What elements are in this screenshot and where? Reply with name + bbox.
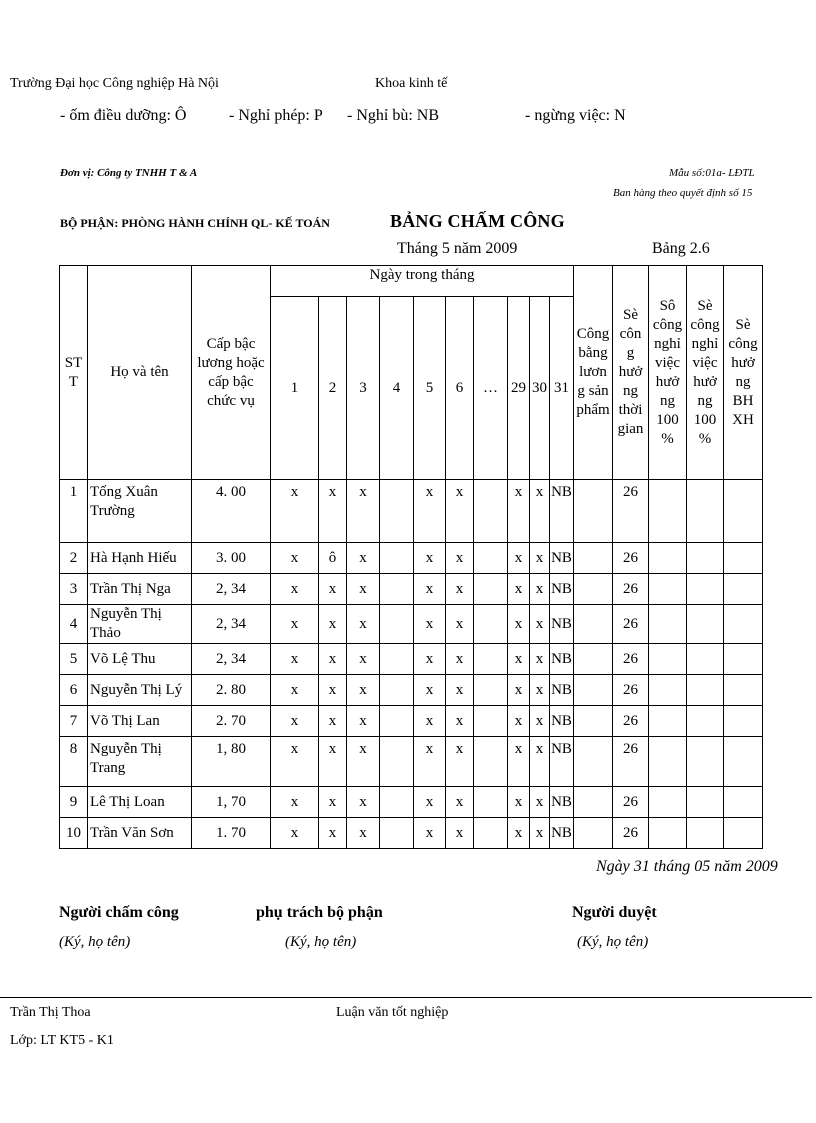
row-day-mark xyxy=(380,644,414,675)
row-stt: 7 xyxy=(60,706,88,737)
row-day-mark xyxy=(474,818,508,849)
row-paid-leave-2 xyxy=(687,480,724,543)
row-day-mark: x xyxy=(319,737,347,787)
row-day-mark: NB xyxy=(550,787,574,818)
row-paid-leave xyxy=(649,818,687,849)
row-day-mark: x xyxy=(271,706,319,737)
row-product-pay xyxy=(574,818,613,849)
row-product-pay xyxy=(574,675,613,706)
row-name: Võ Thị Lan xyxy=(88,706,192,737)
row-time-pay: 26 xyxy=(613,737,649,787)
header-stt xyxy=(60,266,88,480)
row-paid-leave-2 xyxy=(687,543,724,574)
row-paid-leave-2 xyxy=(687,737,724,787)
row-day-mark: NB xyxy=(550,818,574,849)
row-day-mark: x xyxy=(508,737,530,787)
row-day-mark: x xyxy=(347,737,380,787)
row-day-mark: NB xyxy=(550,574,574,605)
row-paid-leave xyxy=(649,605,687,644)
row-day-mark: x xyxy=(319,574,347,605)
row-day-mark: x xyxy=(271,818,319,849)
row-product-pay xyxy=(574,543,613,574)
date-line: Ngày 31 tháng 05 năm 2009 xyxy=(596,858,778,875)
day-col-31: 31 xyxy=(550,297,574,480)
day-col-1: 1 xyxy=(271,297,319,480)
row-day-mark: x xyxy=(414,706,446,737)
header-paid-leave-label: Sô công nghỉ việc hưởng 100% xyxy=(652,297,683,447)
table-row xyxy=(60,675,763,706)
day-col-ellipsis: … xyxy=(474,297,508,480)
form-number: Mẫu số:01a- LĐTL xyxy=(669,167,755,179)
header-days-in-month: Ngày trong tháng xyxy=(271,266,574,297)
row-name: Nguyễn Thị Lý xyxy=(88,675,192,706)
row-day-mark xyxy=(474,675,508,706)
row-day-mark: x xyxy=(508,787,530,818)
table-number: Bảng 2.6 xyxy=(652,240,710,257)
row-time-pay: 26 xyxy=(613,480,649,543)
row-paid-leave-2 xyxy=(687,644,724,675)
legend-leave: - Nghỉ phép: P xyxy=(229,107,323,124)
legend-stop-work: - ngừng việc: N xyxy=(525,107,626,124)
row-day-mark: x xyxy=(508,818,530,849)
row-day-mark xyxy=(380,480,414,543)
row-day-mark: x xyxy=(414,605,446,644)
table-row xyxy=(60,605,763,644)
footer-class: Lớp: LT KT5 - K1 xyxy=(10,1033,114,1048)
faculty-name: Khoa kinh tế xyxy=(375,76,448,91)
row-paid-leave-2 xyxy=(687,706,724,737)
row-day-mark xyxy=(474,480,508,543)
row-day-mark: NB xyxy=(550,706,574,737)
row-stt: 8 xyxy=(60,737,88,787)
row-time-pay: 26 xyxy=(613,706,649,737)
row-day-mark: x xyxy=(446,543,474,574)
row-stt: 3 xyxy=(60,574,88,605)
row-day-mark xyxy=(380,574,414,605)
row-day-mark: x xyxy=(414,480,446,543)
row-day-mark: x xyxy=(414,787,446,818)
row-day-mark: x xyxy=(446,605,474,644)
signature-approver-title: Người duyệt xyxy=(572,904,657,921)
row-day-mark: x xyxy=(319,644,347,675)
row-product-pay xyxy=(574,644,613,675)
table-row xyxy=(60,480,763,543)
row-day-mark: x xyxy=(446,644,474,675)
row-day-mark: x xyxy=(347,605,380,644)
row-day-mark: NB xyxy=(550,605,574,644)
row-day-mark: x xyxy=(508,605,530,644)
row-day-mark: x xyxy=(508,574,530,605)
row-day-mark: x xyxy=(530,480,550,543)
row-product-pay xyxy=(574,737,613,787)
row-time-pay: 26 xyxy=(613,543,649,574)
row-name: Nguyễn Thị Trang xyxy=(88,737,192,787)
row-day-mark: NB xyxy=(550,675,574,706)
row-day-mark: x xyxy=(508,675,530,706)
row-grade: 2, 34 xyxy=(192,605,271,644)
row-day-mark: x xyxy=(508,480,530,543)
row-paid-leave xyxy=(649,675,687,706)
row-paid-leave-2 xyxy=(687,818,724,849)
row-day-mark xyxy=(474,543,508,574)
row-day-mark: x xyxy=(271,480,319,543)
signature-timekeeper-note: (Ký, họ tên) xyxy=(59,934,131,950)
row-day-mark xyxy=(474,706,508,737)
row-stt: 5 xyxy=(60,644,88,675)
row-day-mark: x xyxy=(530,644,550,675)
row-day-mark: x xyxy=(414,543,446,574)
row-day-mark: x xyxy=(446,706,474,737)
signature-approver-note: (Ký, họ tên) xyxy=(577,934,649,950)
page-title: BẢNG CHẤM CÔNG xyxy=(390,211,565,231)
row-paid-leave-2 xyxy=(687,605,724,644)
row-day-mark: x xyxy=(319,706,347,737)
row-day-mark xyxy=(380,737,414,787)
day-col-2: 2 xyxy=(319,297,347,480)
row-day-mark xyxy=(380,787,414,818)
day-col-3: 3 xyxy=(347,297,380,480)
row-day-mark: x xyxy=(414,644,446,675)
header-paid-leave-2-label: Sè công nghỉ việc hưởng 100% xyxy=(690,297,720,447)
row-name: Lê Thị Loan xyxy=(88,787,192,818)
header-product-label: Công bằng lương sản phẩm xyxy=(576,326,610,418)
form-note: Ban hàng theo quyết định số 15 xyxy=(613,187,753,199)
row-day-mark: x xyxy=(414,675,446,706)
header-name: Họ và tên xyxy=(88,266,192,480)
row-day-mark: x xyxy=(271,737,319,787)
row-day-mark xyxy=(380,675,414,706)
row-day-mark: x xyxy=(414,818,446,849)
row-stt: 2 xyxy=(60,543,88,574)
timesheet-table xyxy=(59,265,763,849)
day-col-4: 4 xyxy=(380,297,414,480)
row-day-mark: x xyxy=(530,543,550,574)
row-grade: 1. 70 xyxy=(192,818,271,849)
row-day-mark xyxy=(474,737,508,787)
row-day-mark: x xyxy=(530,675,550,706)
row-grade: 2. 80 xyxy=(192,675,271,706)
row-day-mark: ô xyxy=(319,543,347,574)
row-social-insurance xyxy=(724,605,763,644)
row-day-mark: x xyxy=(347,675,380,706)
row-social-insurance xyxy=(724,644,763,675)
row-paid-leave xyxy=(649,787,687,818)
legend-sick: - ốm điều dưỡng: Ô xyxy=(60,107,187,124)
row-day-mark: x xyxy=(347,644,380,675)
period: Tháng 5 năm 2009 xyxy=(397,240,518,257)
row-day-mark: x xyxy=(530,737,550,787)
row-day-mark xyxy=(474,605,508,644)
row-grade: 4. 00 xyxy=(192,480,271,543)
row-product-pay xyxy=(574,706,613,737)
header-row-1 xyxy=(60,266,763,297)
row-day-mark: x xyxy=(508,644,530,675)
row-social-insurance xyxy=(724,543,763,574)
table-row xyxy=(60,787,763,818)
row-time-pay: 26 xyxy=(613,787,649,818)
row-product-pay xyxy=(574,480,613,543)
row-social-insurance xyxy=(724,737,763,787)
row-name: Tống Xuân Trường xyxy=(88,480,192,543)
table-row xyxy=(60,706,763,737)
row-day-mark: x xyxy=(446,675,474,706)
row-day-mark: x xyxy=(530,574,550,605)
department: BỘ PHẬN: PHÒNG HÀNH CHÍNH QL- KẾ TOÁN xyxy=(60,216,330,230)
row-name: Hà Hạnh Hiếu xyxy=(88,543,192,574)
row-day-mark: x xyxy=(319,480,347,543)
header-time-pay xyxy=(613,266,649,480)
header-stt-label: ST T xyxy=(64,354,83,390)
row-paid-leave xyxy=(649,543,687,574)
row-paid-leave xyxy=(649,644,687,675)
signature-head-title: phụ trách bộ phận xyxy=(256,904,383,921)
row-day-mark xyxy=(474,574,508,605)
row-day-mark: x xyxy=(347,706,380,737)
row-name: Trần Văn Sơn xyxy=(88,818,192,849)
header-grade xyxy=(192,266,271,480)
row-social-insurance xyxy=(724,706,763,737)
school-name: Trường Đại học Công nghiệp Hà Nội xyxy=(10,76,219,91)
day-col-6: 6 xyxy=(446,297,474,480)
row-time-pay: 26 xyxy=(613,574,649,605)
table-row xyxy=(60,543,763,574)
row-grade: 2, 34 xyxy=(192,574,271,605)
footer-thesis: Luận văn tốt nghiệp xyxy=(336,1005,449,1020)
row-day-mark: x xyxy=(347,818,380,849)
row-day-mark: x xyxy=(530,787,550,818)
signature-timekeeper-title: Người chấm công xyxy=(59,904,179,921)
row-day-mark: NB xyxy=(550,737,574,787)
row-social-insurance xyxy=(724,574,763,605)
row-day-mark: NB xyxy=(550,543,574,574)
row-grade: 1, 70 xyxy=(192,787,271,818)
row-social-insurance xyxy=(724,818,763,849)
row-grade: 1, 80 xyxy=(192,737,271,787)
row-social-insurance xyxy=(724,480,763,543)
header-time-label: Sè công hưởng thời gian xyxy=(617,307,644,437)
row-time-pay: 26 xyxy=(613,675,649,706)
row-day-mark: x xyxy=(319,675,347,706)
row-day-mark: x xyxy=(271,644,319,675)
row-day-mark: x xyxy=(347,480,380,543)
header-social-insurance xyxy=(724,266,763,480)
row-day-mark: x xyxy=(446,737,474,787)
row-day-mark: x xyxy=(319,818,347,849)
row-day-mark: x xyxy=(271,543,319,574)
row-time-pay: 26 xyxy=(613,818,649,849)
row-day-mark: x xyxy=(508,706,530,737)
row-day-mark: x xyxy=(530,605,550,644)
row-day-mark: NB xyxy=(550,644,574,675)
day-col-30: 30 xyxy=(530,297,550,480)
row-social-insurance xyxy=(724,675,763,706)
row-paid-leave xyxy=(649,706,687,737)
row-day-mark xyxy=(380,543,414,574)
row-day-mark: x xyxy=(347,543,380,574)
row-day-mark xyxy=(380,818,414,849)
row-day-mark: x xyxy=(446,818,474,849)
row-grade: 3. 00 xyxy=(192,543,271,574)
row-day-mark: x xyxy=(446,480,474,543)
day-col-29: 29 xyxy=(508,297,530,480)
row-time-pay: 26 xyxy=(613,605,649,644)
row-day-mark: x xyxy=(271,605,319,644)
row-product-pay xyxy=(574,574,613,605)
row-name: Nguyễn Thị Thảo xyxy=(88,605,192,644)
row-stt: 1 xyxy=(60,480,88,543)
row-paid-leave xyxy=(649,480,687,543)
footer-author: Trần Thị Thoa xyxy=(10,1005,91,1020)
row-name: Võ Lệ Thu xyxy=(88,644,192,675)
row-day-mark: x xyxy=(508,543,530,574)
row-social-insurance xyxy=(724,787,763,818)
row-stt: 4 xyxy=(60,605,88,644)
row-grade: 2, 34 xyxy=(192,644,271,675)
header-paid-leave-2 xyxy=(687,266,724,480)
table-row xyxy=(60,818,763,849)
row-day-mark: x xyxy=(414,737,446,787)
row-day-mark: x xyxy=(530,818,550,849)
row-day-mark: x xyxy=(446,574,474,605)
row-stt: 10 xyxy=(60,818,88,849)
header-social-insurance-label: Sè công hưởng BH XH xyxy=(728,316,758,428)
row-day-mark: NB xyxy=(550,480,574,543)
row-paid-leave-2 xyxy=(687,574,724,605)
row-paid-leave xyxy=(649,737,687,787)
table-row xyxy=(60,574,763,605)
row-product-pay xyxy=(574,787,613,818)
table-row xyxy=(60,644,763,675)
row-day-mark xyxy=(380,706,414,737)
table-body xyxy=(60,480,763,849)
row-paid-leave xyxy=(649,574,687,605)
header-paid-leave xyxy=(649,266,687,480)
row-day-mark xyxy=(380,605,414,644)
row-day-mark: x xyxy=(347,787,380,818)
row-name: Trần Thị Nga xyxy=(88,574,192,605)
legend-compensatory: - Nghỉ bù: NB xyxy=(347,107,439,124)
unit-name: Đơn vị: Công ty TNHH T & A xyxy=(60,167,198,179)
row-day-mark: x xyxy=(414,574,446,605)
row-grade: 2. 70 xyxy=(192,706,271,737)
day-col-5: 5 xyxy=(414,297,446,480)
row-day-mark: x xyxy=(319,605,347,644)
signature-head-note: (Ký, họ tên) xyxy=(285,934,357,950)
row-stt: 9 xyxy=(60,787,88,818)
row-day-mark: x xyxy=(271,675,319,706)
header-product-pay xyxy=(574,266,613,480)
row-time-pay: 26 xyxy=(613,644,649,675)
row-paid-leave-2 xyxy=(687,787,724,818)
row-day-mark xyxy=(474,787,508,818)
row-day-mark xyxy=(474,644,508,675)
row-day-mark: x xyxy=(446,787,474,818)
row-paid-leave-2 xyxy=(687,675,724,706)
header-grade-label: Cấp bậc lương hoặc cấp bậc chức vụ xyxy=(197,335,265,409)
footer-divider xyxy=(0,997,812,998)
row-day-mark: x xyxy=(530,706,550,737)
row-stt: 6 xyxy=(60,675,88,706)
row-product-pay xyxy=(574,605,613,644)
row-day-mark: x xyxy=(271,574,319,605)
table-row xyxy=(60,737,763,787)
row-day-mark: x xyxy=(319,787,347,818)
row-day-mark: x xyxy=(347,574,380,605)
row-day-mark: x xyxy=(271,787,319,818)
